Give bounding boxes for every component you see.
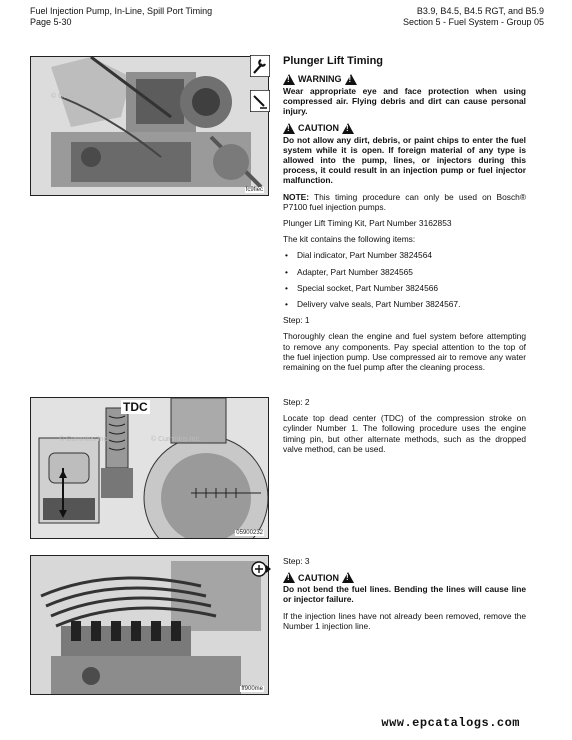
kit-title: Plunger Lift Timing Kit, Part Number 3162853 [283,218,452,229]
tdc-illustration [31,398,268,538]
tdc-label: TDC [123,400,148,414]
list-item: • Delivery valve seals, Part Number 3824567. [283,299,526,309]
figure-tdc [30,397,269,539]
caution-triangle-icon [342,572,354,583]
warning-badge [283,74,526,85]
watermark: © Cummins Inc. [59,436,109,443]
warning-text: Wear appropriate eye and face protection when using compressed air. Flying debris and dirt can cause personal injury. [283,86,526,117]
inspection-icon [250,90,270,112]
step-1-label: Step: 1 [283,315,310,326]
watermark: © Cummins Inc. [151,436,201,443]
watermark: © Cummins Inc. [51,93,101,100]
step-2-label: Step: 2 [283,397,310,407]
caution-text: Do not allow any dirt, debris, or paint chips to enter the fuel system while it is open. If foreign material of any type is allowed into the pump, lines, or injectors during this process, it could result in an injection pump or fuel injector malfunction. [283,134,526,186]
step-3-block [283,556,526,637]
figure-code: ff900me [241,686,263,692]
kit-items-list [283,250,526,309]
doc-title: Fuel Injection Pump, In-Line, Spill Port Timing [30,6,213,16]
engine-models: B3.9, B4.5, B4.5 RGT, and B5.9 [416,6,544,16]
instructions-column [283,74,526,378]
list-item: • Dial indicator, Part Number 3824564 [283,250,526,260]
caution-triangle-icon [283,123,295,134]
warning-label: WARNING [298,74,342,85]
step-2-text: Locate top dead center (TDC) of the compression stroke on cylinder Number 1. The following procedure uses the engine timing pin, but other alternate methods, such as the dropped valve method, can be used. [283,413,526,454]
list-item: • Special socket, Part Number 3824566 [283,283,526,293]
section-name: Section 5 - Fuel System - Group 05 [402,17,544,27]
warning-triangle-icon [345,74,357,85]
page-header-right [403,6,544,28]
list-item: • Adapter, Part Number 3824565 [283,267,526,277]
figure-injection-lines [30,555,269,695]
caution-badge [283,572,526,583]
caution-text: Do not bend the fuel lines. Bending the lines will cause line or injector failure. [283,584,526,605]
warning-triangle-icon [283,74,295,85]
disconnect-icon [250,558,272,580]
caution-badge [283,123,526,134]
section-title: Plunger Lift Timing [283,55,384,67]
page-header-left [30,6,212,28]
figure-code: fc9fiec [245,187,263,193]
caution-label: CAUTION [298,572,339,583]
caution-triangle-icon [283,572,295,583]
step-3-text: If the injection lines have not already been removed, remove the Number 1 injection line. [283,610,526,631]
step-1-text: Thoroughly clean the engine and fuel system before attempting to remove any components. Pay special attention to the top of the fuel injection pump. Use compressed air to remove any water remaining on the fuel pump after the cleaning process. [283,331,526,373]
note-text: This timing procedure can only be used on Bosch® P7100 fuel injection pumps. [283,191,526,212]
note-paragraph [283,192,526,212]
engine-illustration [31,57,268,195]
wrench-icon [250,55,270,77]
injection-lines-illustration [31,556,268,694]
footer-url: www.epcatalogs.com [381,716,520,730]
caution-label: CAUTION [298,123,339,133]
page-number: Page 5-30 [30,17,72,27]
note-label: NOTE: [283,191,310,202]
caution-triangle-icon [342,123,354,134]
figure-code: 05900232 [236,530,263,536]
step-2-block [283,397,526,460]
step-3-label: Step: 3 [283,556,310,566]
kit-intro: The kit contains the following items: [283,234,416,245]
figure-engine-overview [30,56,269,196]
